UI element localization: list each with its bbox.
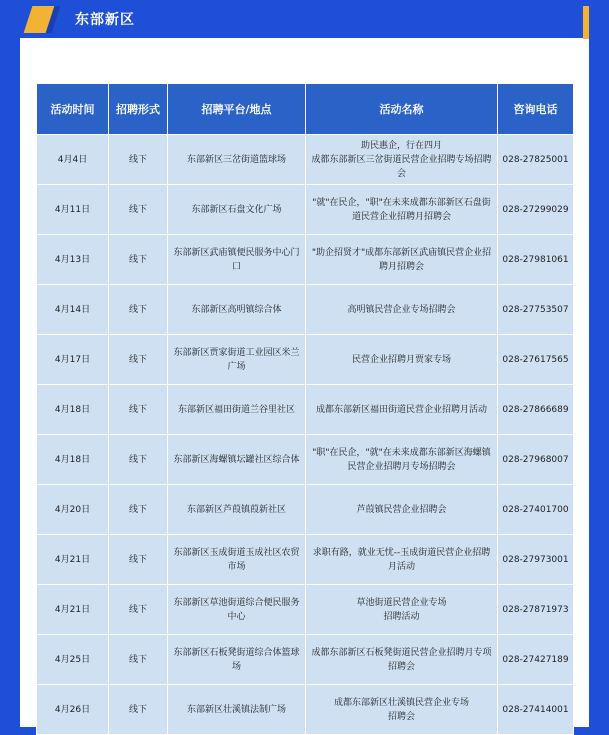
table-row xyxy=(37,635,574,685)
header-recruit-form: 招聘形式 xyxy=(109,84,168,135)
cell-phone: 028-27401700 xyxy=(498,485,574,535)
cell-activity-name: 助民惠企，行在四月 成都东部新区三岔街道民营企业招聘专场招聘会 xyxy=(306,135,498,185)
cell-location: 东部新区石盘文化广场 xyxy=(168,185,306,235)
table-row xyxy=(37,185,574,235)
cell-phone: 028-27825001 xyxy=(498,135,574,185)
cell-phone: 028-27427189 xyxy=(498,635,574,685)
cell-location: 东部新区高明镇综合体 xyxy=(168,285,306,335)
cell-form: 线下 xyxy=(109,535,168,585)
cell-activity-name: "助企招贤才"成都东部新区武庙镇民营企业招聘月招聘会 xyxy=(306,235,498,285)
cell-date: 4月18日 xyxy=(37,435,109,485)
cell-phone: 028-27866689 xyxy=(498,385,574,435)
cell-location: 东部新区芦葭镇葭新社区 xyxy=(168,485,306,535)
cell-location: 东部新区壮溪镇法制广场 xyxy=(168,685,306,735)
table-row xyxy=(37,535,574,585)
header-phone: 咨询电话 xyxy=(498,84,574,135)
cell-activity-name: 民营企业招聘月贾家专场 xyxy=(306,335,498,385)
table-row xyxy=(37,685,574,735)
cell-date: 4月13日 xyxy=(37,235,109,285)
cell-date: 4月4日 xyxy=(37,135,109,185)
cell-phone: 028-27973001 xyxy=(498,535,574,585)
cell-activity-name: 成都东部新区福田街道民营企业招聘月活动 xyxy=(306,385,498,435)
cell-date: 4月18日 xyxy=(37,385,109,435)
cell-activity-name: 成都东部新区壮溪镇民营企业专场 招聘会 xyxy=(306,685,498,735)
section-header xyxy=(20,6,589,33)
cell-activity-name: "职"在民企，"就"在未来成都东部新区海螺镇民营企业招聘月专场招聘会 xyxy=(306,435,498,485)
cell-date: 4月14日 xyxy=(37,285,109,335)
cell-form: 线下 xyxy=(109,635,168,685)
cell-form: 线下 xyxy=(109,385,168,435)
table-row xyxy=(37,435,574,485)
cell-date: 4月21日 xyxy=(37,585,109,635)
header-accent-shape xyxy=(24,6,55,33)
cell-phone: 028-27981061 xyxy=(498,235,574,285)
cell-form: 线下 xyxy=(109,285,168,335)
cell-phone: 028-27299029 xyxy=(498,185,574,235)
table-row xyxy=(37,585,574,635)
cell-activity-name: 求职有路，就业无忧--玉成街道民营企业招聘月活动 xyxy=(306,535,498,585)
cell-date: 4月11日 xyxy=(37,185,109,235)
cell-form: 线下 xyxy=(109,185,168,235)
cell-location: 东部新区草池街道综合便民服务中心 xyxy=(168,585,306,635)
cell-location: 东部新区玉成街道玉成社区农贸市场 xyxy=(168,535,306,585)
cell-location: 东部新区海螺镇坛罐社区综合体 xyxy=(168,435,306,485)
cell-location: 东部新区福田街道兰谷里社区 xyxy=(168,385,306,435)
cell-location: 东部新区石板凳街道综合体篮球场 xyxy=(168,635,306,685)
header-right-bar xyxy=(583,6,589,39)
cell-date: 4月26日 xyxy=(37,685,109,735)
section-title: 东部新区 xyxy=(75,12,135,28)
cell-activity-name: 草池街道民营企业专场 招聘活动 xyxy=(306,585,498,635)
cell-date: 4月20日 xyxy=(37,485,109,535)
cell-location: 东部新区贾家街道工业园区米兰广场 xyxy=(168,335,306,385)
table-row xyxy=(37,285,574,335)
cell-date: 4月17日 xyxy=(37,335,109,385)
header-activity-time: 活动时间 xyxy=(37,84,109,135)
table-row xyxy=(37,135,574,185)
cell-phone: 028-27968007 xyxy=(498,435,574,485)
cell-activity-name: "就"在民企，"职"在未来成都东部新区石盘街道民营企业招聘月招聘会 xyxy=(306,185,498,235)
recruitment-table xyxy=(36,83,574,735)
cell-activity-name: 高明镇民营企业专场招聘会 xyxy=(306,285,498,335)
table-row xyxy=(37,485,574,535)
cell-form: 线下 xyxy=(109,335,168,385)
header-platform-location: 招聘平台/地点 xyxy=(168,84,306,135)
cell-date: 4月21日 xyxy=(37,535,109,585)
cell-form: 线下 xyxy=(109,585,168,635)
cell-phone: 028-27414001 xyxy=(498,685,574,735)
table-row xyxy=(37,335,574,385)
cell-form: 线下 xyxy=(109,435,168,485)
cell-form: 线下 xyxy=(109,235,168,285)
cell-form: 线下 xyxy=(109,685,168,735)
cell-phone: 028-27871973 xyxy=(498,585,574,635)
cell-form: 线下 xyxy=(109,135,168,185)
cell-location: 东部新区武庙镇便民服务中心门口 xyxy=(168,235,306,285)
cell-phone: 028-27753507 xyxy=(498,285,574,335)
header-activity-name: 活动名称 xyxy=(306,84,498,135)
cell-activity-name: 芦葭镇民营企业招聘会 xyxy=(306,485,498,535)
cell-form: 线下 xyxy=(109,485,168,535)
table-header-row xyxy=(37,84,574,135)
table-row xyxy=(37,385,574,435)
cell-location: 东部新区三岔街道篮球场 xyxy=(168,135,306,185)
cell-activity-name: 成都东部新区石板凳街道民营企业招聘月专项招聘会 xyxy=(306,635,498,685)
table-row xyxy=(37,235,574,285)
cell-date: 4月25日 xyxy=(37,635,109,685)
cell-phone: 028-27617565 xyxy=(498,335,574,385)
